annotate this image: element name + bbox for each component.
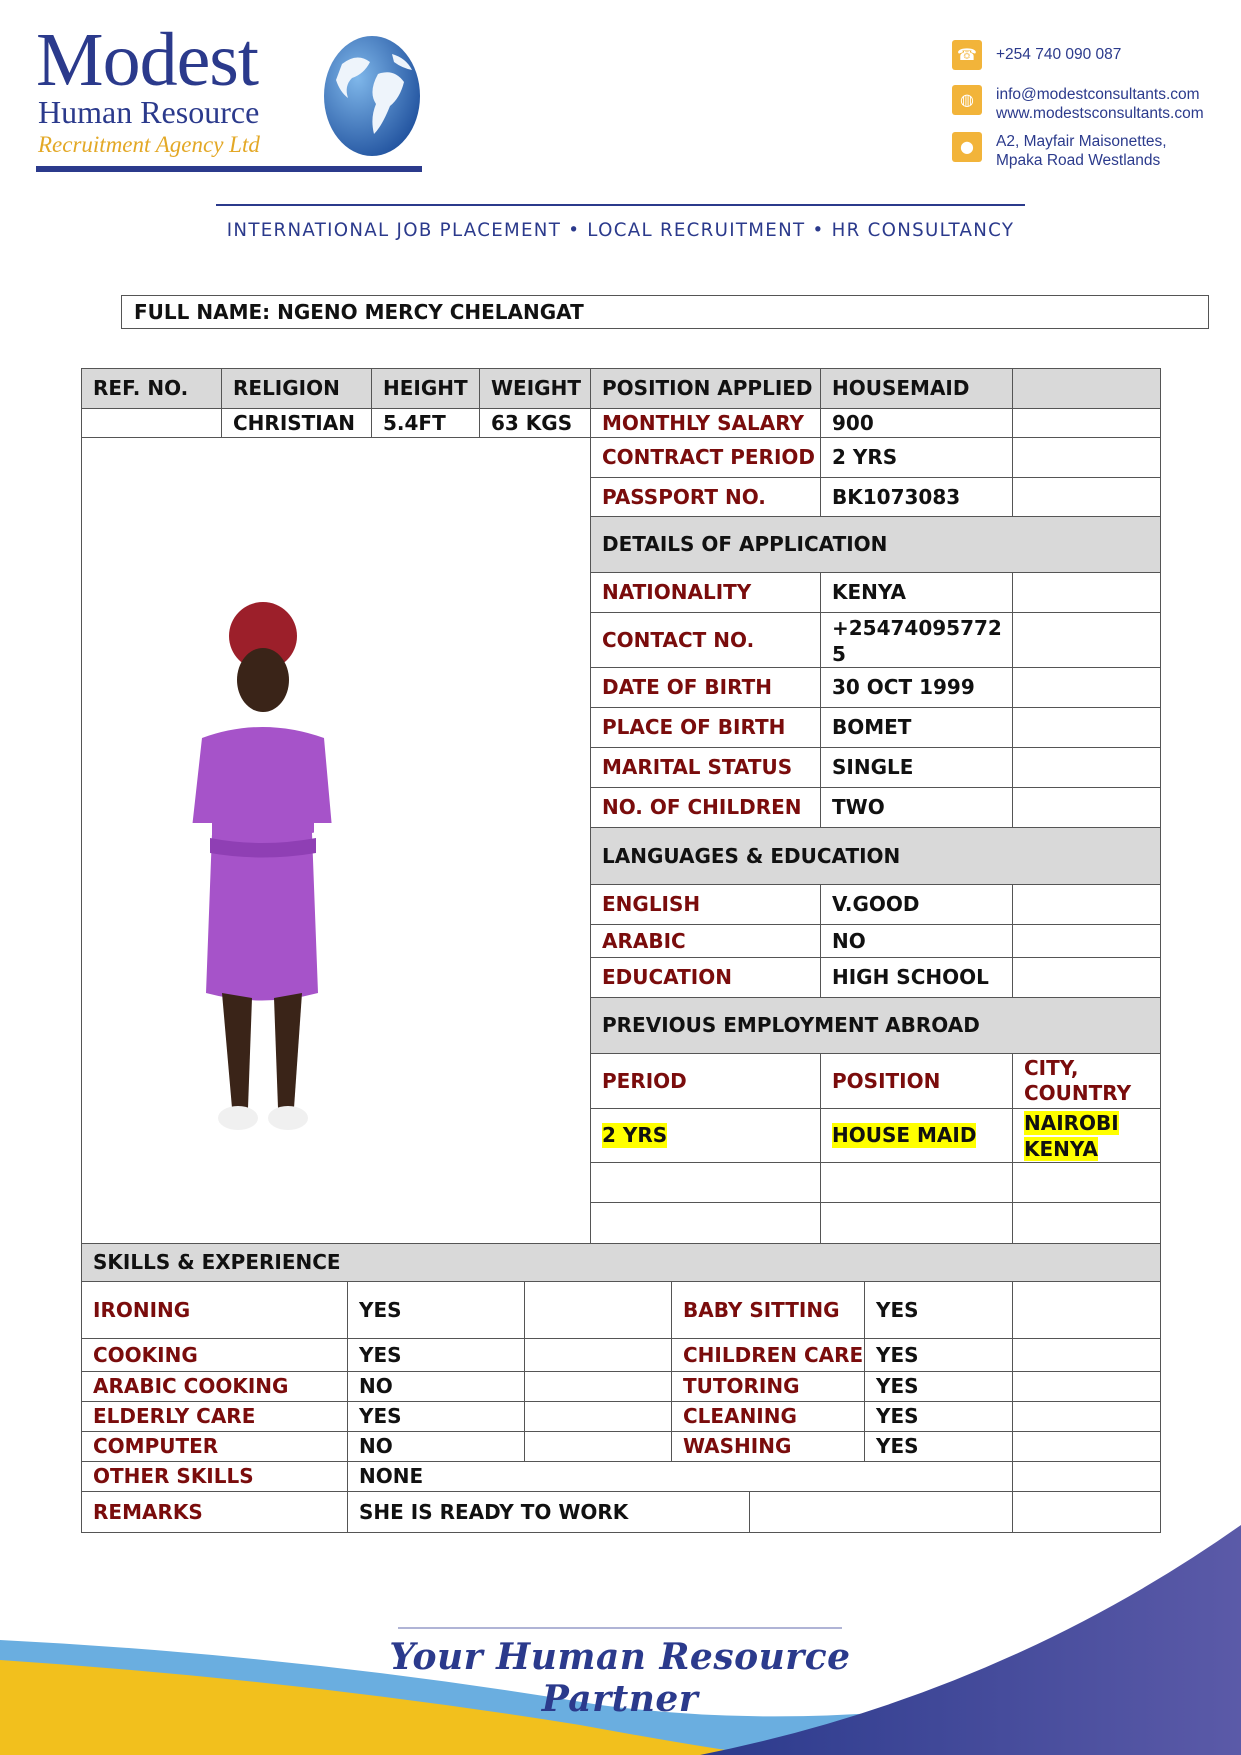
employment-position: HOUSE MAID	[832, 1123, 977, 1147]
skill-label: TUTORING	[671, 1371, 865, 1402]
empty-cell	[1012, 924, 1161, 958]
remarks-value: SHE IS READY TO WORK	[347, 1491, 750, 1533]
skill-value: YES	[347, 1338, 525, 1372]
education-value: HIGH SCHOOL	[820, 957, 1013, 998]
contract-value: 2 YRS	[820, 437, 1013, 478]
period-column-header: PERIOD	[590, 1053, 821, 1109]
marital-value: SINGLE	[820, 747, 1013, 788]
nationality-label: NATIONALITY	[590, 572, 821, 613]
empty-cell	[1012, 957, 1161, 998]
other-skills-value: NONE	[347, 1461, 1013, 1492]
skill-value: YES	[347, 1401, 525, 1432]
education-label: EDUCATION	[590, 957, 821, 998]
empty-cell	[1012, 1281, 1161, 1339]
location-pin-icon: ●	[952, 132, 982, 162]
weight-header: WEIGHT	[479, 368, 591, 409]
pob-label: PLACE OF BIRTH	[590, 707, 821, 748]
dob-label: DATE OF BIRTH	[590, 667, 821, 708]
skill-value: YES	[864, 1401, 1013, 1432]
contact-phone	[952, 40, 1121, 72]
address-line-1: A2, Mayfair Maisonettes,	[996, 133, 1167, 150]
position-column-header: POSITION	[820, 1053, 1013, 1109]
arabic-value: NO	[820, 924, 1013, 958]
skill-value: YES	[864, 1281, 1013, 1339]
salary-label: MONTHLY SALARY	[590, 408, 821, 438]
empty-cell	[820, 1202, 1013, 1244]
empty-cell	[524, 1338, 672, 1372]
empty-cell	[1012, 1461, 1161, 1492]
empty-cell	[590, 1202, 821, 1244]
empty-cell	[524, 1431, 672, 1462]
contact-value-line1: +25474095772	[832, 616, 1002, 640]
skill-label: CLEANING	[671, 1401, 865, 1432]
logo-agency-name: Recruitment Agency Ltd	[38, 132, 260, 157]
city-column-header	[1012, 1053, 1161, 1109]
empty-cell	[1012, 477, 1161, 517]
empty-cell	[1012, 437, 1161, 478]
employment-heading: PREVIOUS EMPLOYMENT ABROAD	[590, 997, 1161, 1054]
candidate-photo	[162, 598, 362, 1198]
ref-no-header: REF. NO.	[81, 368, 222, 409]
contact-label: CONTACT NO.	[590, 612, 821, 668]
candidate-photo-frame	[81, 437, 591, 1244]
skill-value: NO	[347, 1431, 525, 1462]
empty-cell	[1012, 1371, 1161, 1402]
salary-value: 900	[820, 408, 1013, 438]
contact-value	[820, 612, 1013, 668]
empty-cell	[1012, 1202, 1161, 1244]
english-label: ENGLISH	[590, 884, 821, 925]
skill-label: BABY SITTING	[671, 1281, 865, 1339]
email-address[interactable]: info@modestconsultants.com	[996, 86, 1200, 103]
marital-label: MARITAL STATUS	[590, 747, 821, 788]
english-value: V.GOOD	[820, 884, 1013, 925]
employment-position-cell	[820, 1108, 1013, 1163]
skill-value: YES	[864, 1371, 1013, 1402]
passport-label: PASSPORT NO.	[590, 477, 821, 517]
empty-cell	[590, 1162, 821, 1203]
position-applied-value: HOUSEMAID	[820, 368, 1013, 409]
website-url[interactable]: www.modestsconsultants.com	[996, 105, 1204, 122]
tagline-rule	[216, 204, 1025, 206]
employment-period-cell	[590, 1108, 821, 1163]
empty-cell	[1012, 1431, 1161, 1462]
phone-number: +254 740 090 087	[996, 46, 1122, 63]
empty-cell	[1012, 408, 1161, 438]
contact-web	[952, 85, 1204, 122]
empty-cell	[1012, 787, 1161, 828]
ref-no-value	[81, 408, 222, 438]
contact-web-text	[996, 85, 1204, 123]
footer-rule	[398, 1627, 842, 1629]
tagline: INTERNATIONAL JOB PLACEMENT • LOCAL RECRUITMENT • HR CONSULTANCY	[226, 220, 1015, 241]
skills-heading: SKILLS & EXPERIENCE	[81, 1243, 1161, 1282]
contact-value-line2: 5	[832, 642, 846, 666]
empty-cell	[1012, 612, 1161, 668]
nationality-value: KENYA	[820, 572, 1013, 613]
empty-cell	[1012, 667, 1161, 708]
footer-slogan: Your Human Resource Partner	[389, 1636, 851, 1720]
logo-underline	[36, 166, 422, 172]
skill-value: NO	[347, 1371, 525, 1402]
logo-subtitle: Human Resource	[38, 94, 260, 130]
full-name-field: FULL NAME: NGENO MERCY CHELANGAT	[121, 295, 1209, 329]
globe-small-icon: ◍	[952, 85, 982, 115]
remarks-label: REMARKS	[81, 1491, 348, 1533]
skill-label: COMPUTER	[81, 1431, 348, 1462]
city-header-line2: COUNTRY	[1024, 1081, 1132, 1105]
religion-value: CHRISTIAN	[221, 408, 372, 438]
skill-label: ARABIC COOKING	[81, 1371, 348, 1402]
address-line-2: Mpaka Road Westlands	[996, 152, 1161, 169]
employment-period: 2 YRS	[602, 1123, 668, 1147]
logo-wordmark: Modest	[36, 18, 258, 102]
skill-value: YES	[347, 1281, 525, 1339]
skill-value: YES	[864, 1431, 1013, 1462]
phone-icon: ☎	[952, 40, 982, 70]
skill-value: YES	[864, 1338, 1013, 1372]
empty-cell	[1012, 707, 1161, 748]
skill-label: WASHING	[671, 1431, 865, 1462]
empty-cell	[1012, 572, 1161, 613]
skill-label: CHILDREN CARE	[671, 1338, 865, 1372]
empty-cell	[1012, 1401, 1161, 1432]
empty-cell	[524, 1371, 672, 1402]
skill-label: COOKING	[81, 1338, 348, 1372]
empty-cell	[524, 1281, 672, 1339]
weight-value: 63 KGS	[479, 408, 591, 438]
pob-value: BOMET	[820, 707, 1013, 748]
empty-cell	[524, 1401, 672, 1432]
contact-address	[952, 132, 1167, 169]
employment-city-line2: KENYA	[1024, 1137, 1098, 1161]
empty-cell	[820, 1162, 1013, 1203]
employment-city-cell	[1012, 1108, 1161, 1163]
contract-label: CONTRACT PERIOD	[590, 437, 821, 478]
empty-cell	[1012, 884, 1161, 925]
empty-cell	[1012, 1162, 1161, 1203]
children-label: NO. OF CHILDREN	[590, 787, 821, 828]
application-heading: DETAILS OF APPLICATION	[590, 516, 1161, 573]
empty-cell	[1012, 747, 1161, 788]
position-applied-label: POSITION APPLIED	[590, 368, 821, 409]
skill-label: IRONING	[81, 1281, 348, 1339]
children-value: TWO	[820, 787, 1013, 828]
address-text	[996, 132, 1167, 170]
city-header-line1: CITY,	[1024, 1056, 1079, 1080]
religion-header: RELIGION	[221, 368, 372, 409]
passport-value: BK1073083	[820, 477, 1013, 517]
height-header: HEIGHT	[371, 368, 480, 409]
height-value: 5.4FT	[371, 408, 480, 438]
empty-cell	[1012, 368, 1161, 409]
empty-cell	[1012, 1338, 1161, 1372]
languages-heading: LANGUAGES & EDUCATION	[590, 827, 1161, 885]
arabic-label: ARABIC	[590, 924, 821, 958]
skill-label: ELDERLY CARE	[81, 1401, 348, 1432]
employment-city-line1: NAIROBI	[1024, 1111, 1119, 1135]
globe-icon	[322, 34, 422, 158]
dob-value: 30 OCT 1999	[820, 667, 1013, 708]
other-skills-label: OTHER SKILLS	[81, 1461, 348, 1492]
